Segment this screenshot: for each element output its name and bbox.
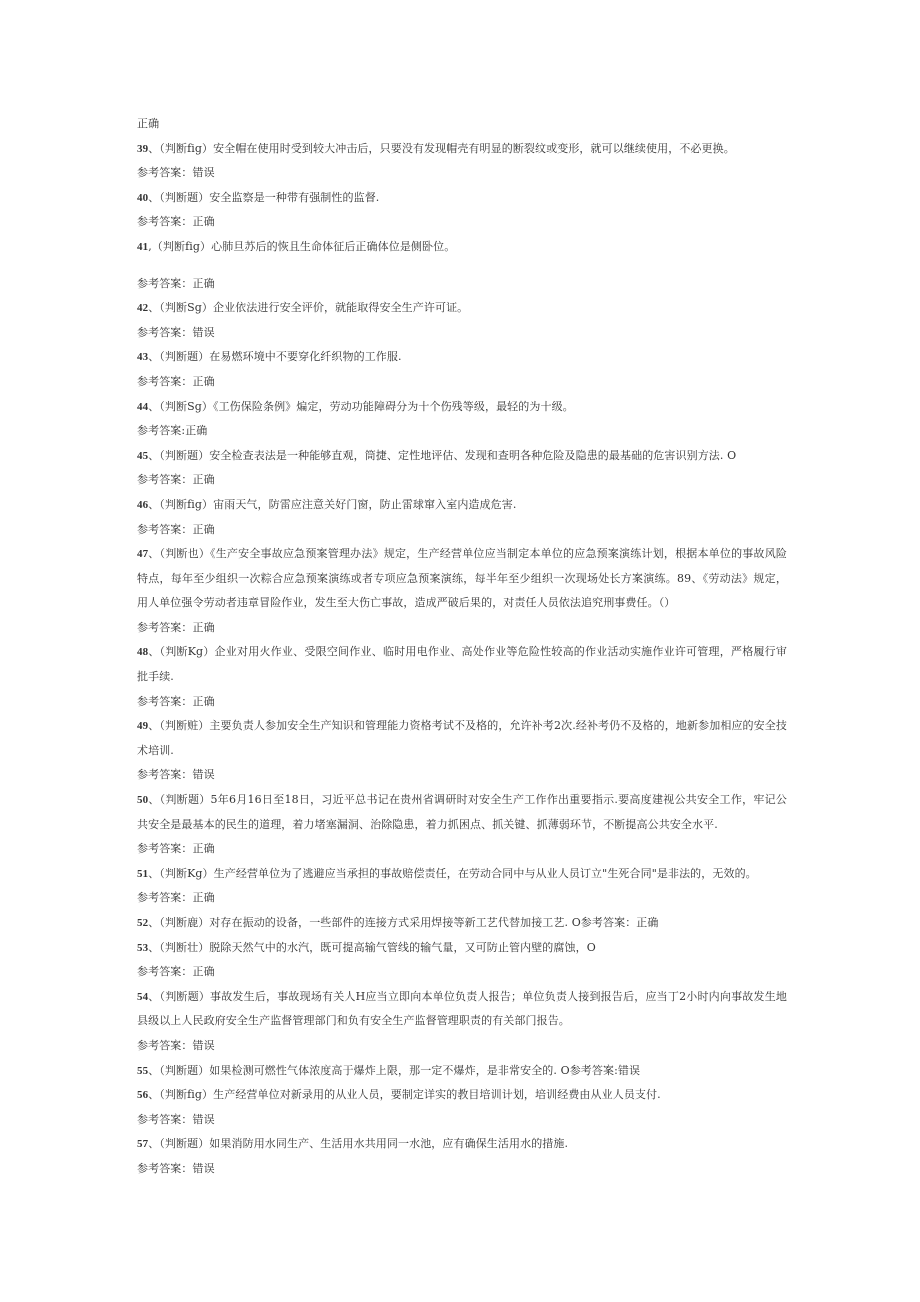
question-text: 、（判断壮）脱除天然气中的水汽，既可提高输气管线的输气量，又可防止管内壁的腐蚀，O	[148, 940, 596, 954]
question-number: 43	[137, 351, 149, 364]
question-number: 44	[137, 400, 149, 413]
question-line	[137, 235, 787, 260]
answer-line: 参考答案：正确	[137, 965, 215, 979]
question-text: 、（判断Sg）企业依法进行安全评价，就能取得安全生产许可证。	[148, 301, 469, 315]
question-text: 、（判断题）在易燃环境中不要穿化纤织物的工作服.	[148, 350, 402, 364]
question-number: 56	[137, 1089, 149, 1102]
question-line	[137, 640, 787, 689]
answer-line: 参考答案：正确	[137, 842, 215, 856]
question-line	[137, 137, 787, 162]
answer-line: 参考答案：错误	[137, 1112, 215, 1126]
question-number: 46	[137, 498, 149, 511]
question-line	[137, 296, 787, 321]
question-line	[137, 1059, 787, 1084]
question-line	[137, 936, 787, 961]
answer-line: 参考答案：正确	[137, 215, 215, 229]
question-line	[137, 862, 787, 887]
question-line	[137, 345, 787, 370]
question-number: 41	[137, 240, 149, 253]
answer-line: 参考答案：错误	[137, 1161, 215, 1175]
question-text: 、（判断也）《生产安全事故应急预案管理办法》规定，生产经营单位应当制定本单位的应急预案演练计划，根据本单位的事故风险特点，每年至少组织一次粽合应急预案演练或者专项应急预案演练，每半年至少组织一次现场处长方案演练。89、《劳动法》规定，用人单位强令劳动者违章冒险作业，发生至大伤亡事故，造成严破后果的，对责任人员依法追究刑事费任。（）	[137, 547, 787, 610]
question-number: 39	[137, 142, 149, 155]
answer-line: 参考答案：错误	[137, 166, 215, 180]
question-text: 、（判断题）5年6月16日至18日，习近平总书记在贵州省调研时对安全生产工作作出重要指示.要高度建视公共安全工作，牢记公共安全是最基本的民生的道理，着力堵塞漏洞、治除隐患，着力抓困点、抓关键、抓薄弱环节，不断提高公共安全水平.	[137, 793, 787, 831]
question-text: 、（判断Sg）《工伤保险条例》煸定，劳动功能障碍分为十个伤残等级，最轻的为十级。	[148, 399, 574, 413]
answer-line: 参考答案:正确	[137, 424, 208, 438]
answer-line: 参考答案：错误	[137, 768, 215, 782]
question-number: 49	[137, 720, 149, 733]
answer-line: 参考答案：正确	[137, 522, 215, 536]
question-text: 、（判断Kg）生产经营单位为了逃避应当承担的事故赔偿责任，在劳动合同中与从业人员订立"生死合同"是非法的，无效的。	[148, 866, 757, 880]
question-line	[137, 714, 787, 763]
question-line	[137, 1083, 787, 1108]
question-number: 47	[137, 548, 149, 561]
question-line	[137, 911, 787, 936]
question-text: 、（判断赃）主要负责人参加安全生产知识和管理能力资格考试不及格的，允许补考2次.经补考仍不及格的，地新参加相应的安全技术培训.	[137, 719, 787, 757]
question-line	[137, 542, 787, 616]
question-text: 、（判断题）安全检查表法是一种能够直观，筒捷、定性地评估、发现和查明各种危险及隐患的最基础的危害识别方法. O	[148, 448, 737, 462]
question-number: 48	[137, 646, 149, 659]
question-text: 、（判断fig）宙雨天气，防雷应注意关好门窗，防止雷球窜入室内造成危害.	[148, 497, 517, 511]
question-number: 52	[137, 917, 149, 929]
question-number: 50	[137, 794, 149, 807]
question-text: 、（判断fig）安全帽在使用时受到较大冲击后，只要没有发现帽壳有明显的断裂纹或变形，就可以继续使用，不必更换。	[148, 141, 735, 155]
question-line	[137, 985, 787, 1034]
answer-line: 参考答案：正确	[137, 891, 215, 905]
document-page	[137, 112, 787, 1182]
question-number: 57	[137, 1138, 149, 1151]
question-line	[137, 1132, 787, 1157]
question-number: 55	[137, 1064, 149, 1077]
answer-line: 参考答案：正确	[137, 473, 215, 487]
question-number: 53	[137, 941, 149, 954]
question-text: 、（判断题）事故发生后，事故现场有关人H应当立即向本单位负责人报告；单位负责人接到报告后，应当丁2小时内向事故发生地县级以上人民政府安全生产监督管理部门和负有安全生产监督管理职责的有关部门报告。	[137, 989, 787, 1028]
question-text: 、（判断题）如果检测可燃性气体浓度高于爆炸上限，那一定不爆炸，是非常安全的. O参考答案:错误	[148, 1063, 641, 1077]
question-number: 40	[137, 191, 149, 204]
question-line	[137, 444, 787, 469]
question-number: 51	[137, 867, 149, 880]
answer-line: 参考答案：正确	[137, 620, 215, 634]
answer-line: 参考答案：正确	[137, 374, 215, 388]
question-text: 、（判断题）如果消防用水同生产、生活用水共用同一水池，应有确保生活用水的措施.	[148, 1137, 569, 1151]
question-line	[137, 788, 787, 837]
question-text: 、（判断fig）生产经营单位对新录用的从业人员，要制定详实的教目培训计划，培训经费由从业人员支付.	[148, 1088, 661, 1102]
question-line	[137, 493, 787, 518]
question-line	[137, 186, 787, 211]
answer-line: 参考答案：错误	[137, 1038, 215, 1052]
question-number: 54	[137, 990, 149, 1003]
answer-line: 参考答案：正确	[137, 694, 215, 708]
question-number: 42	[137, 302, 149, 315]
question-text: ,（判断fig）心肺旦苏后的恢且生命体征后正确体位是侧卧位。	[148, 239, 456, 253]
answer-line: 正确	[137, 117, 160, 130]
question-text: 、（判断Kg）企业对用火作业、受限空间作业、临时用电作业、高处作业等危险性较高的作业活动实施作业许可管理，严格履行审批手续.	[137, 645, 787, 684]
spacer	[137, 260, 787, 272]
answer-line: 参考答案：错误	[137, 325, 215, 339]
question-text: 、（判断鹿）对存在振动的设备，一些部件的连接方式采用焊接等新工艺代替加接工艺. O参考答案：正确	[148, 916, 659, 929]
question-line	[137, 395, 787, 420]
question-text: 、（判断题）安全监察是一种带有强制性的监督.	[148, 190, 380, 204]
question-number: 45	[137, 449, 149, 462]
answer-line: 参考答案：正确	[137, 276, 215, 290]
